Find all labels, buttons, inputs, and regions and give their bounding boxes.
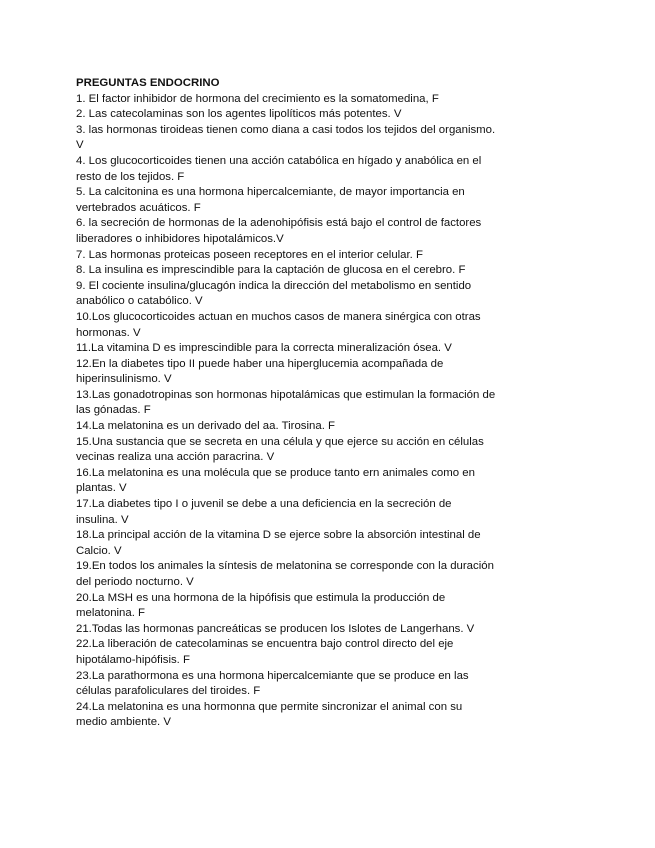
question-16: 16.La melatonina es una molécula que se produce tanto ern animales como en plantas. V [76, 466, 475, 495]
question-7: 7. Las hormonas proteicas poseen receptores en el interior celular. F [76, 248, 423, 261]
question-11: 11.La vitamina D es imprescindible para la correcta mineralización ósea. V [76, 342, 452, 355]
document-title: PREGUNTAS ENDOCRINO [76, 77, 220, 89]
question-22: 22.La liberación de catecolaminas se encuentra bajo control directo del eje hipotálamo-hipófisis. F [76, 638, 454, 666]
question-1: 1. El factor inhibidor de hormona del crecimiento es la somatomedina, F [76, 92, 439, 105]
question-8: 8. La insulina es imprescindible para la captación de glucosa en el cerebro. F [76, 264, 466, 277]
question-15: 15.Una sustancia que se secreta en una célula y que ejerce su acción en células vecinas realiza una acción paracrina. V [76, 435, 484, 464]
question-9: 9. El cociente insulina/glucagón indica la dirección del metabolismo en sentido anabólico o catabólico. V [76, 279, 472, 308]
question-18: 18.La principal acción de la vitamina D se ejerce sobre la absorción intestinal de Calcio. V [76, 529, 481, 557]
question-5: 5. La calcitonina es una hormona hipercalcemiante, de mayor importancia en vertebrados acuáticos. F [76, 186, 465, 214]
question-14: 14.La melatonina es un derivado del aa. Tirosina. F [76, 420, 335, 433]
question-13: 13.Las gonadotropinas son hormonas hipotalámicas que estimulan la formación de las gónadas. F [76, 388, 496, 417]
question-21: 21.Todas las hormonas pancreáticas se producen los Islotes de Langerhans. V [76, 622, 475, 635]
question-19: 19.En todos los animales la síntesis de melatonina se corresponde con la duración del periodo nocturno. V [76, 560, 494, 588]
question-23: 23.La parathormona es una hormona hipercalcemiante que se produce en las células parafoliculares del tiroides. F [76, 669, 469, 698]
question-4: 4. Los glucocorticoides tienen una acción catabólica en hígado y anabólica en el resto de los tejidos. F [76, 154, 482, 183]
question-10: 10.Los glucocorticoides actuan en muchos casos de manera sinérgica con otras hormonas. V [76, 310, 481, 339]
question-12: 12.En la diabetes tipo II puede haber una hiperglucemia acompañada de hiperinsulinismo. V [76, 357, 444, 386]
question-20: 20.La MSH es una hormona de la hipófisis que estimula la producción de melatonina. F [76, 591, 446, 620]
document-body [76, 76, 496, 731]
question-2: 2. Las catecolaminas son los agentes lipolíticos más potentes. V [76, 108, 402, 121]
question-3: 3. las hormonas tiroideas tienen como diana a casi todos los tejidos del organismo. V [76, 123, 496, 152]
question-6: 6. la secreción de hormonas de la adenohipófisis está bajo el control de factores liberadores o inhibidores hipotalámicos.V [76, 217, 482, 245]
question-17: 17.La diabetes tipo I o juvenil se debe a una deficiencia en la secreción de insulina. V [76, 498, 452, 526]
question-24: 24.La melatonina es una hormonna que permite sincronizar el animal con su medio ambiente. V [76, 700, 463, 729]
